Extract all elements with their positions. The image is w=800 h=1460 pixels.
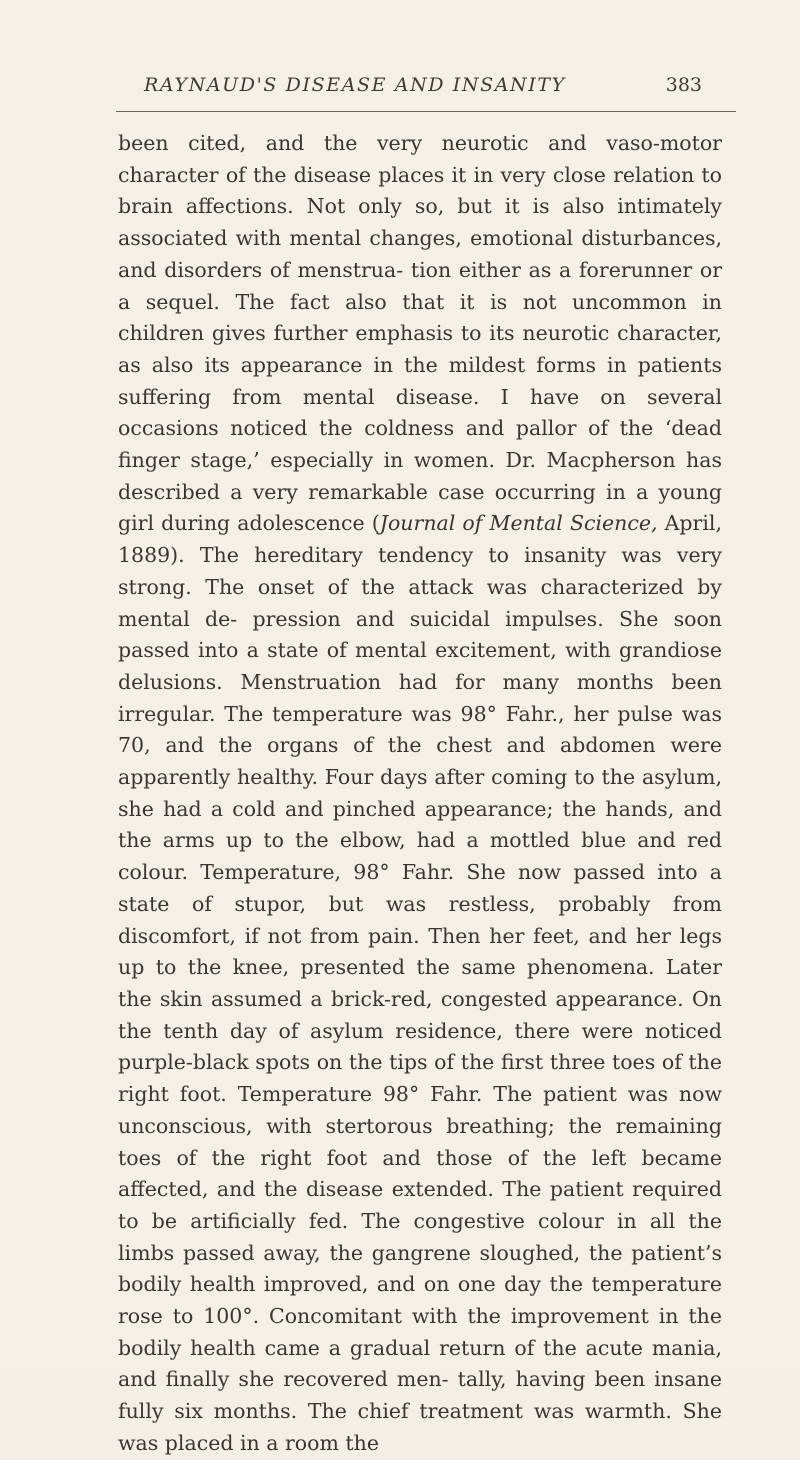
header-rule <box>116 111 736 112</box>
body-paragraph <box>118 128 722 1460</box>
text-before-citation: been cited, and the very neurotic and vaso-motor character of the disease places it in very close relation to brain affections. Not only so, but it is also intimately associated with mental changes, emotional disturbances, and disorders of menstrua- tion either as a forerunner or a sequel. The fact also that it is not uncommon in children gives further emphasis to its neurotic character, as also its appearance in the mildest forms in patients suffering from mental disease. I have on several occasions noticed the coldness and pallor of the ‘dead finger stage,’ especially in women. Dr. Macpherson has described a very remarkable case occurring in a young girl during adolescence ( <box>118 131 722 536</box>
page-header <box>122 74 722 108</box>
page-number: 383 <box>665 74 702 96</box>
text-after-citation: April, 1889). The hereditary tendency to insanity was very strong. The onset of the attack was characterized by mental de- pression and suicidal impulses. She soon passed into a state of mental excitement, with grandiose delusions. Menstruation had for many months been irregular. The temperature was 98° Fahr., her pulse was 70, and the organs of the chest and abdomen were apparently healthy. Four days after coming to the asylum, she had a cold and pinched appearance; the hands, and the arms up to the elbow, had a mottled blue and red colour. Temperature, 98° Fahr. She now passed into a state of stupor, but was restless, probably from discomfort, if not from pain. Then her feet, and her legs up to the knee, presented the same phenomena. Later the skin assumed a brick-red, congested appearance. On the tenth day of asylum residence, there were noticed purple-black spots on the tips of the first three toes of the right foot. Temperature 98° Fahr. The patient was now unconscious, with stertorous breathing; the remaining toes of the right foot and those of the left became affected, and the disease extended. The patient required to be artificially fed. The congestive colour in all the limbs passed away, the gangrene sloughed, the patient’s bodily health improved, and on one day the temperature rose to 100°. Concomitant with the improvement in the bodily health came a gradual return of the acute mania, and finally she recovered men- tally, having been insane fully six months. The chief treatment was warmth. She was placed in a room the <box>118 511 722 1455</box>
running-head: RAYNAUD'S DISEASE AND INSANITY <box>144 74 566 96</box>
journal-citation: Journal of Mental Science, <box>379 511 658 536</box>
